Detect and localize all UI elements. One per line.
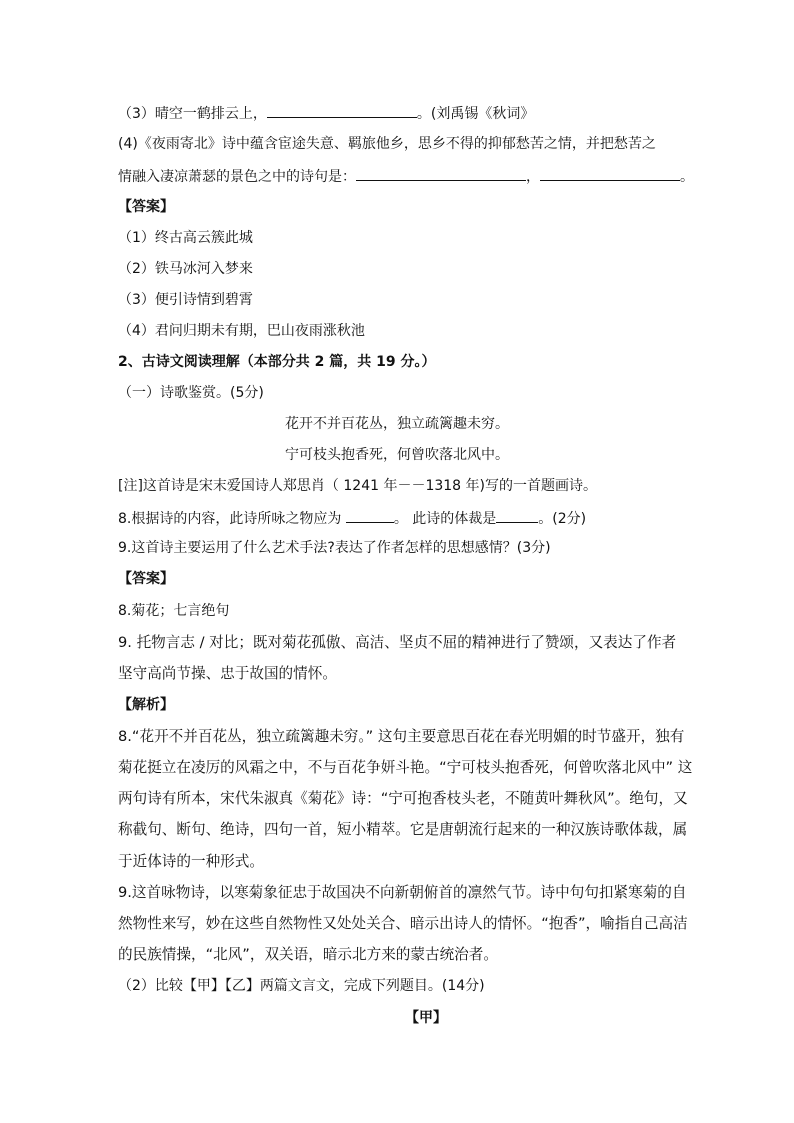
analysis-9-line1: 9.这首咏物诗，以寒菊象征忠于故国决不向新朝俯首的凛然气节。诗中句句扣紧寒菊的自	[118, 884, 687, 901]
blank-8a	[346, 507, 394, 523]
poem-note: [注]这首诗是宋末爱国诗人郑思肖（ 1241 年－－1318 年)写的一首题画诗。	[118, 478, 597, 494]
answer-4: （4）君问归期未有期，巴山夜雨涨秋池	[118, 323, 365, 339]
answer-2: （2）铁马冰河入梦来	[118, 261, 253, 277]
question-4-text: 情融入凄凉萧瑟的景色之中的诗句是：	[118, 169, 356, 185]
question-8	[118, 507, 586, 529]
comma: ，	[526, 169, 540, 185]
question-3-line	[118, 102, 534, 124]
analysis-9-line3: 的民族情操，“北风”，双关语，暗示北方来的蒙古统治者。	[118, 946, 498, 963]
analysis-8-line4: 称截句、断句、绝诗，四句一首，短小精萃。它是唐朝流行起来的一种汉族诗歌体裁，属	[118, 821, 688, 838]
section-2-title: 2、古诗文阅读理解（本部分共 2 篇，共 19 分。）	[118, 354, 436, 370]
answer-3: （3）便引诗情到碧霄	[118, 292, 253, 308]
answer-heading-2: 【答案】	[118, 571, 174, 587]
question-8-genre: 。 此诗的体裁是	[393, 511, 497, 527]
question-4-line2	[118, 165, 694, 187]
text-jia-heading: 【甲】	[405, 1010, 447, 1026]
blank-4b	[540, 165, 680, 181]
analysis-9-line2: 然物性来写，妙在这些自然物性又处处关合、暗示出诗人的情怀。“抱香”，喻指自己高洁	[118, 915, 688, 932]
question-8-score: 。(2分)	[538, 511, 587, 527]
question-9: 9.这首诗主要运用了什么艺术手法?表达了作者怎样的思想感情？(3分)	[118, 540, 551, 556]
poem-appreciation-title: （一）诗歌鉴赏。(5分)	[118, 385, 264, 401]
answer-9-line2: 坚守高尚节操、忠于故国的情怀。	[118, 665, 337, 682]
answer-9-line1: 9. 托物言志 / 对比；既对菊花孤傲、高洁、坚贞不屈的精神进行了赞颂，又表达了作者	[118, 634, 677, 651]
analysis-8-line5: 于近体诗的一种形式。	[118, 853, 264, 870]
analysis-8-line1: 8.“花开不并百花丛，独立疏篱趣未穷。” 这句主要意思百花在春光明媚的时节盛开，独有	[118, 728, 685, 745]
blank-3	[267, 102, 417, 118]
question-8-text: 8.根据诗的内容，此诗所咏之物应为	[118, 511, 346, 527]
analysis-heading: 【解析】	[118, 697, 174, 713]
question-3-source: 。(刘禹锡《秋词》	[416, 106, 535, 122]
blank-4a	[356, 165, 526, 181]
answer-1: （1）终古高云簇此城	[118, 230, 253, 246]
part-2-title: （2）比较【甲】【乙】两篇文言文，完成下列题目。(14分)	[118, 978, 485, 994]
analysis-8-line2: 菊花挺立在凌厉的风霜之中，不与百花争妍斗艳。“宁可枝头抱香死，何曾吹落北风中” 这	[118, 759, 693, 776]
poem-line-2: 宁可枝头抱香死，何曾吹落北风中。	[285, 447, 509, 463]
poem-line-1: 花开不并百花丛，独立疏篱趣未穷。	[285, 416, 509, 432]
analysis-8-line3: 两句诗有所本，宋代朱淑真《菊花》诗：“宁可抱香枝头老，不随黄叶舞秋风”。绝句，又	[118, 790, 688, 807]
answer-heading-1: 【答案】	[118, 199, 174, 215]
period: 。	[680, 169, 694, 185]
answer-8: 8.菊花；七言绝句	[118, 603, 230, 619]
question-4-line1: (4)《夜雨寄北》诗中蕴含宦途失意、羁旅他乡，思乡不得的抑郁愁苦之情，并把愁苦之	[118, 136, 656, 152]
question-3-text: （3）晴空一鹤排云上，	[118, 106, 267, 122]
blank-8b	[496, 507, 538, 523]
